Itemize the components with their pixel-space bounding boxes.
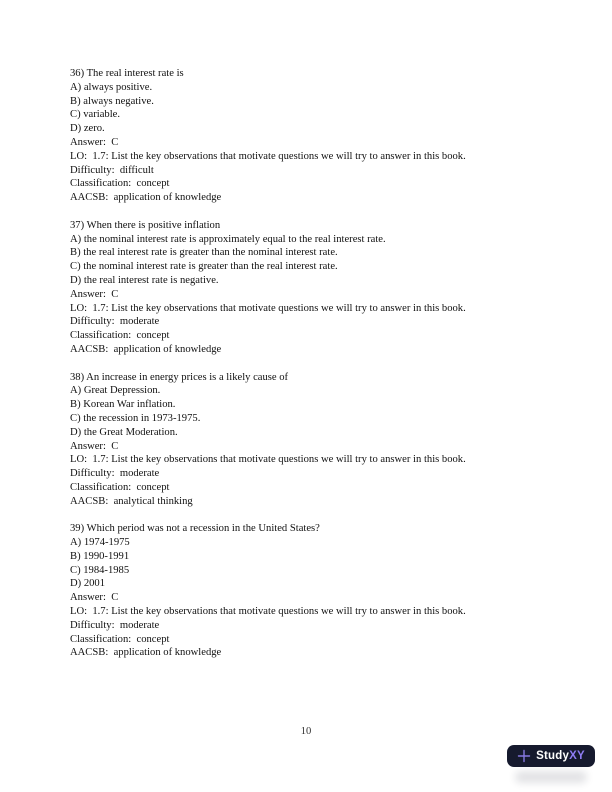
answer-line: Answer: C [70, 288, 119, 300]
question-block-37 [70, 219, 542, 357]
choice-a: A) 1974-1975 [70, 537, 130, 549]
choice-a: A) Great Depression. [70, 385, 161, 397]
difficulty-line: Difficulty: moderate [70, 468, 160, 480]
choice-b: B) Korean War inflation. [70, 399, 176, 411]
question-block-36 [70, 67, 542, 205]
choice-c: C) variable. [70, 109, 121, 121]
choice-d: D) zero. [70, 123, 105, 135]
answer-line: Answer: C [70, 440, 119, 452]
difficulty-line: Difficulty: moderate [70, 619, 160, 631]
aacsb-line: AACSB: application of knowledge [70, 343, 222, 355]
classification-line: Classification: concept [70, 481, 170, 493]
lo-line: LO: 1.7: List the key observations that motivate questions we will try to answer in this book. [70, 606, 466, 618]
studyxy-logo [507, 745, 595, 767]
lo-line: LO: 1.7: List the key observations that motivate questions we will try to answer in this book. [70, 454, 466, 466]
classification-line: Classification: concept [70, 330, 170, 342]
choice-d: D) the Great Moderation. [70, 426, 178, 438]
question-prompt: 39) Which period was not a recession in the United States? [70, 523, 320, 535]
plus-icon [517, 749, 531, 763]
choice-d: D) 2001 [70, 578, 106, 590]
difficulty-line: Difficulty: moderate [70, 316, 160, 328]
choice-b: B) the real interest rate is greater than the nominal interest rate. [70, 247, 338, 259]
brand-study-text: Study [536, 750, 570, 762]
question-prompt: 36) The real interest rate is [70, 68, 184, 79]
choice-d: D) the real interest rate is negative. [70, 274, 219, 286]
question-block-38 [70, 371, 542, 509]
question-prompt: 37) When there is positive inflation [70, 219, 221, 231]
choice-b: B) always negative. [70, 95, 154, 107]
classification-line: Classification: concept [70, 633, 170, 645]
choice-a: A) the nominal interest rate is approximately equal to the real interest rate. [70, 233, 386, 245]
difficulty-line: Difficulty: difficult [70, 164, 154, 176]
brand-wordmark [536, 750, 585, 762]
choice-c: C) the nominal interest rate is greater than the real interest rate. [70, 261, 338, 273]
aacsb-line: AACSB: application of knowledge [70, 647, 222, 659]
choice-b: B) 1990-1991 [70, 550, 130, 562]
aacsb-line: AACSB: application of knowledge [70, 192, 222, 204]
choice-c: C) 1984-1985 [70, 564, 130, 576]
question-block-39 [70, 522, 542, 660]
choice-c: C) the recession in 1973-1975. [70, 412, 201, 424]
question-prompt: 38) An increase in energy prices is a likely cause of [70, 371, 289, 383]
answer-line: Answer: C [70, 592, 119, 604]
brand-xy-text: XY [569, 750, 585, 762]
choice-a: A) always positive. [70, 81, 153, 93]
page-number: 10 [300, 726, 312, 737]
lo-line: LO: 1.7: List the key observations that motivate questions we will try to answer in this book. [70, 302, 466, 314]
classification-line: Classification: concept [70, 178, 170, 190]
page-content [70, 67, 542, 660]
aacsb-line: AACSB: analytical thinking [70, 495, 193, 507]
lo-line: LO: 1.7: List the key observations that motivate questions we will try to answer in this book. [70, 150, 466, 162]
answer-line: Answer: C [70, 136, 119, 148]
